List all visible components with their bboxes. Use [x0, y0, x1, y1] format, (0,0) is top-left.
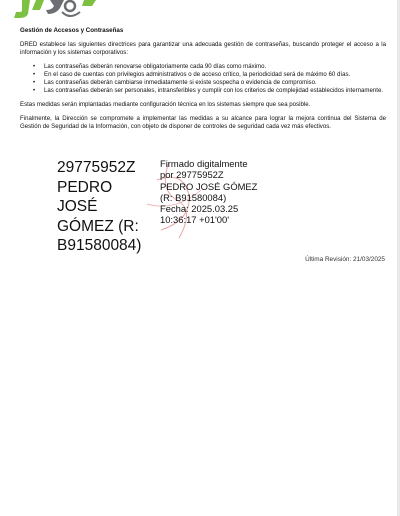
signature-detail-line: Firmado digitalmente — [160, 158, 248, 169]
requirements-list — [20, 63, 386, 96]
signature-detail-line: Fecha: 2025.03.25 — [160, 203, 239, 215]
signer-name-line: B91580084) — [57, 237, 142, 254]
bullet-marker: • — [33, 62, 36, 70]
list-item-text: Las contraseñas deberán ser personales, intransferibles y cumplir con los criterios de complejidad establecidos internamente. — [44, 87, 384, 95]
signer-name-line: 29775952Z — [57, 159, 136, 176]
list-item — [20, 63, 386, 71]
signer-name-line: PEDRO JOSÉ — [57, 178, 113, 215]
signer-name-block — [57, 158, 153, 256]
signature-detail-line: por 29775952Z — [160, 169, 224, 181]
section-heading: Gestión de Accesos y Contraseñas — [20, 27, 124, 34]
list-item-text: Las contraseñas deberán renovarse obligatoriamente cada 90 días como máximo. — [44, 62, 267, 70]
signature-detail-line: 10:36:17 +01'00' — [160, 214, 230, 226]
list-item-text: En el caso de cuentas con privilegios administrativos o de acceso crítico, la periodicidad será de máximo 60 días. — [44, 70, 351, 78]
signature-details — [160, 158, 280, 226]
bullet-marker: • — [33, 70, 36, 78]
signature-detail-line: PEDRO JOSÉ GÓMEZ — [160, 180, 258, 192]
bullet-marker: • — [33, 79, 36, 87]
implementation-paragraph: Estas medidas serán implantadas mediante configuración técnica en los sistemas siempre que sea posible. — [20, 101, 311, 109]
list-item — [20, 87, 386, 95]
company-logo — [0, 0, 120, 22]
policy-section — [20, 27, 386, 136]
intro-paragraph: DRED establece las siguientes directrices para garantizar una adecuada gestión de contraseñas, buscando proteger el acceso a la información y los sistemas corporativos: — [20, 41, 386, 57]
closing-paragraph: Finalmente, la Dirección se compromete a implementar las medidas a su alcance para lograr la mejora continua del Sistema de Gestión de Seguridad de la Información, con objeto de disponer de controles de seguridad cada vez más efectivos. — [20, 114, 386, 130]
digital-signature — [57, 158, 357, 268]
bullet-marker: • — [33, 87, 36, 95]
signer-name-line: GÓMEZ (R: — [57, 217, 139, 235]
list-item — [20, 79, 386, 87]
list-item-text: Las contraseñas deberán cambiarse inmediatamente si existe sospecha o evidencia de compromiso. — [44, 79, 317, 87]
list-item — [20, 71, 386, 79]
revision-date: Última Revisión: 21/03/2025 — [305, 256, 385, 263]
signature-detail-line: (R: B91580084) — [160, 191, 227, 203]
